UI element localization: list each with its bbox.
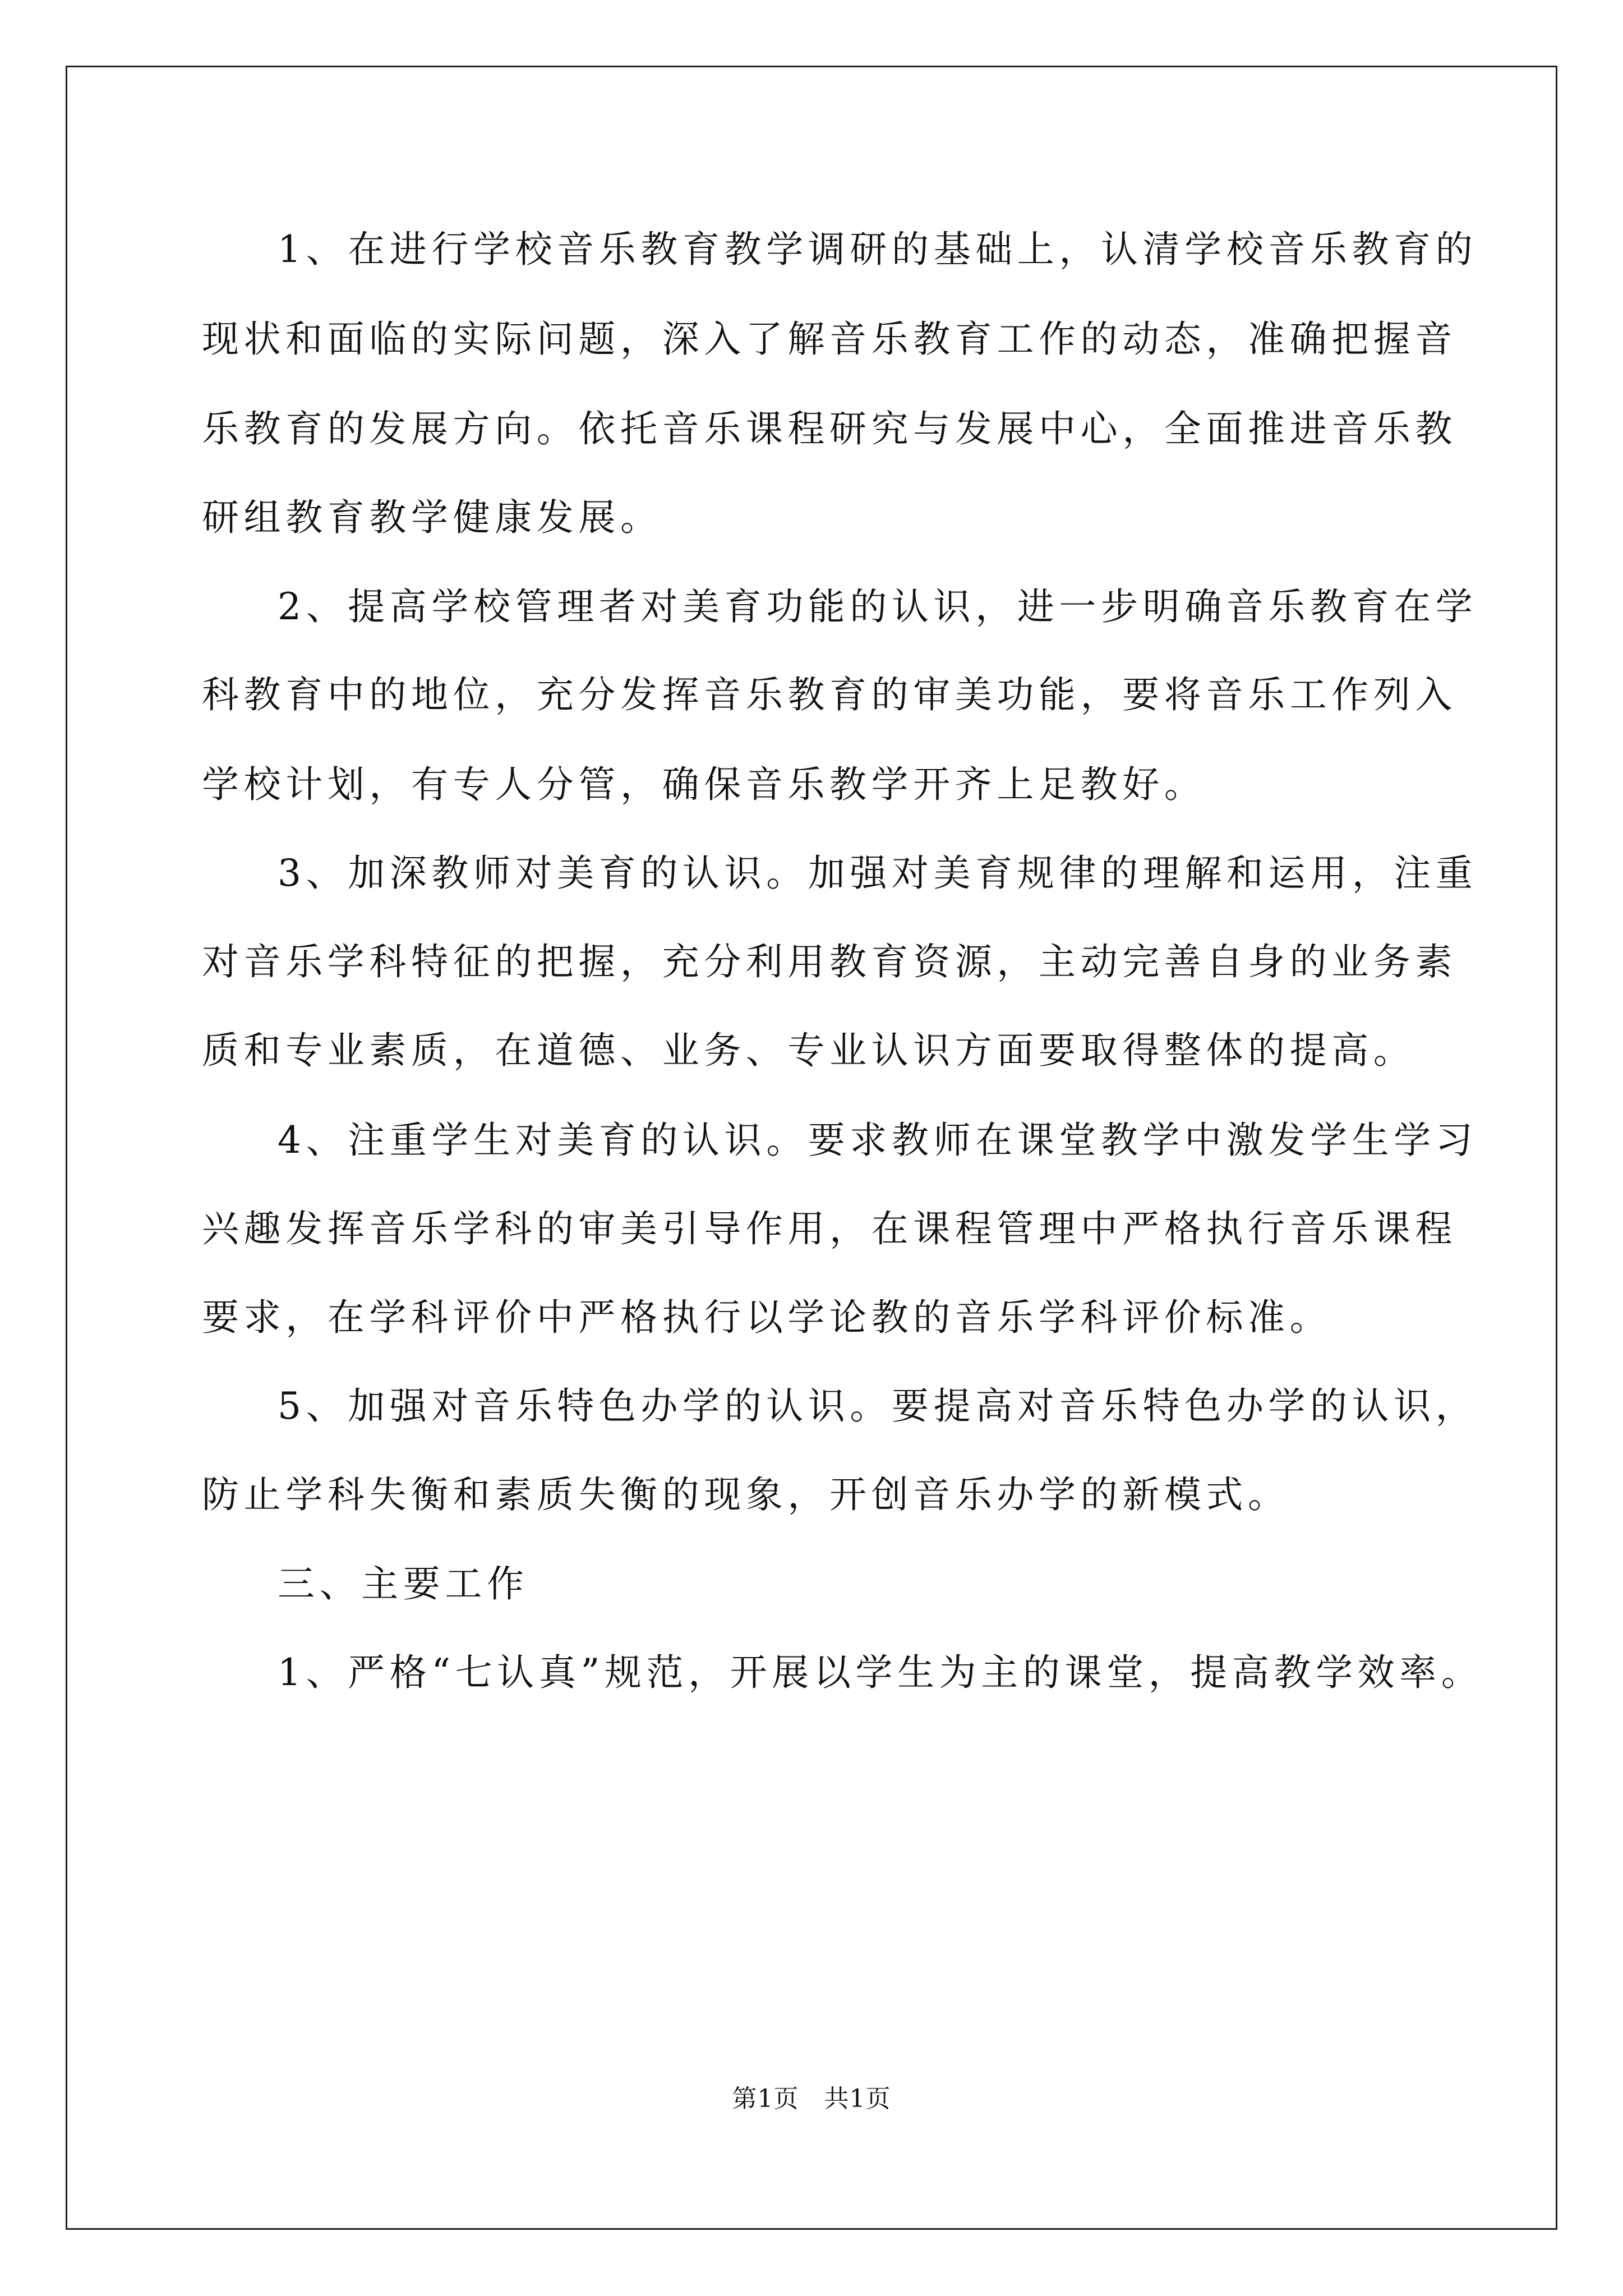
paragraph-2-line-2: 科教育中的地位，充分发挥音乐教育的审美功能，要将音乐工作列入	[202, 673, 1457, 716]
paragraph-5-line-1: 5、加强对音乐特色办学的认识。要提高对音乐特色办学的认识，	[278, 1384, 1478, 1428]
paragraph-1-line-4: 研组教育教学健康发展。	[202, 496, 662, 539]
paragraph-1-line-3: 乐教育的发展方向。依托音乐课程研究与发展中心，全面推进音乐教	[202, 407, 1457, 450]
paragraph-4-line-2: 兴趣发挥音乐学科的审美引导作用，在课程管理中严格执行音乐课程	[202, 1207, 1457, 1250]
section-heading: 三、主要工作	[278, 1562, 529, 1605]
paragraph-3-line-3: 质和专业素质，在道德、业务、专业认识方面要取得整体的提高。	[202, 1029, 1415, 1072]
page-footer: 第1页 共1页	[732, 2085, 891, 2113]
paragraph-4-line-3: 要求，在学科评价中严格执行以学论教的音乐学科评价标准。	[202, 1296, 1332, 1339]
paragraph-5-line-2: 防止学科失衡和素质失衡的现象，开创音乐办学的新模式。	[202, 1473, 1290, 1516]
paragraph-4-line-1: 4、注重学生对美育的认识。要求教师在课堂教学中激发学生学习	[278, 1119, 1478, 1162]
paragraph-6-line-1: 1、严格“七认真”规范，开展以学生为主的课堂，提高教学效率。	[278, 1651, 1483, 1694]
paragraph-1-line-2: 现状和面临的实际问题，深入了解音乐教育工作的动态，准确把握音	[202, 318, 1457, 361]
paragraph-3-line-1: 3、加深教师对美育的认识。加强对美育规律的理解和运用，注重	[278, 852, 1478, 895]
paragraph-2-line-3: 学校计划，有专人分管，确保音乐教学开齐上足教好。	[202, 763, 1206, 806]
paragraph-2-line-1: 2、提高学校管理者对美育功能的认识，进一步明确音乐教育在学	[278, 585, 1478, 628]
paragraph-3-line-2: 对音乐学科特征的把握，充分利用教育资源，主动完善自身的业务素	[202, 940, 1457, 983]
paragraph-1-line-1: 1、在进行学校音乐教育教学调研的基础上，认清学校音乐教育的	[278, 228, 1478, 271]
